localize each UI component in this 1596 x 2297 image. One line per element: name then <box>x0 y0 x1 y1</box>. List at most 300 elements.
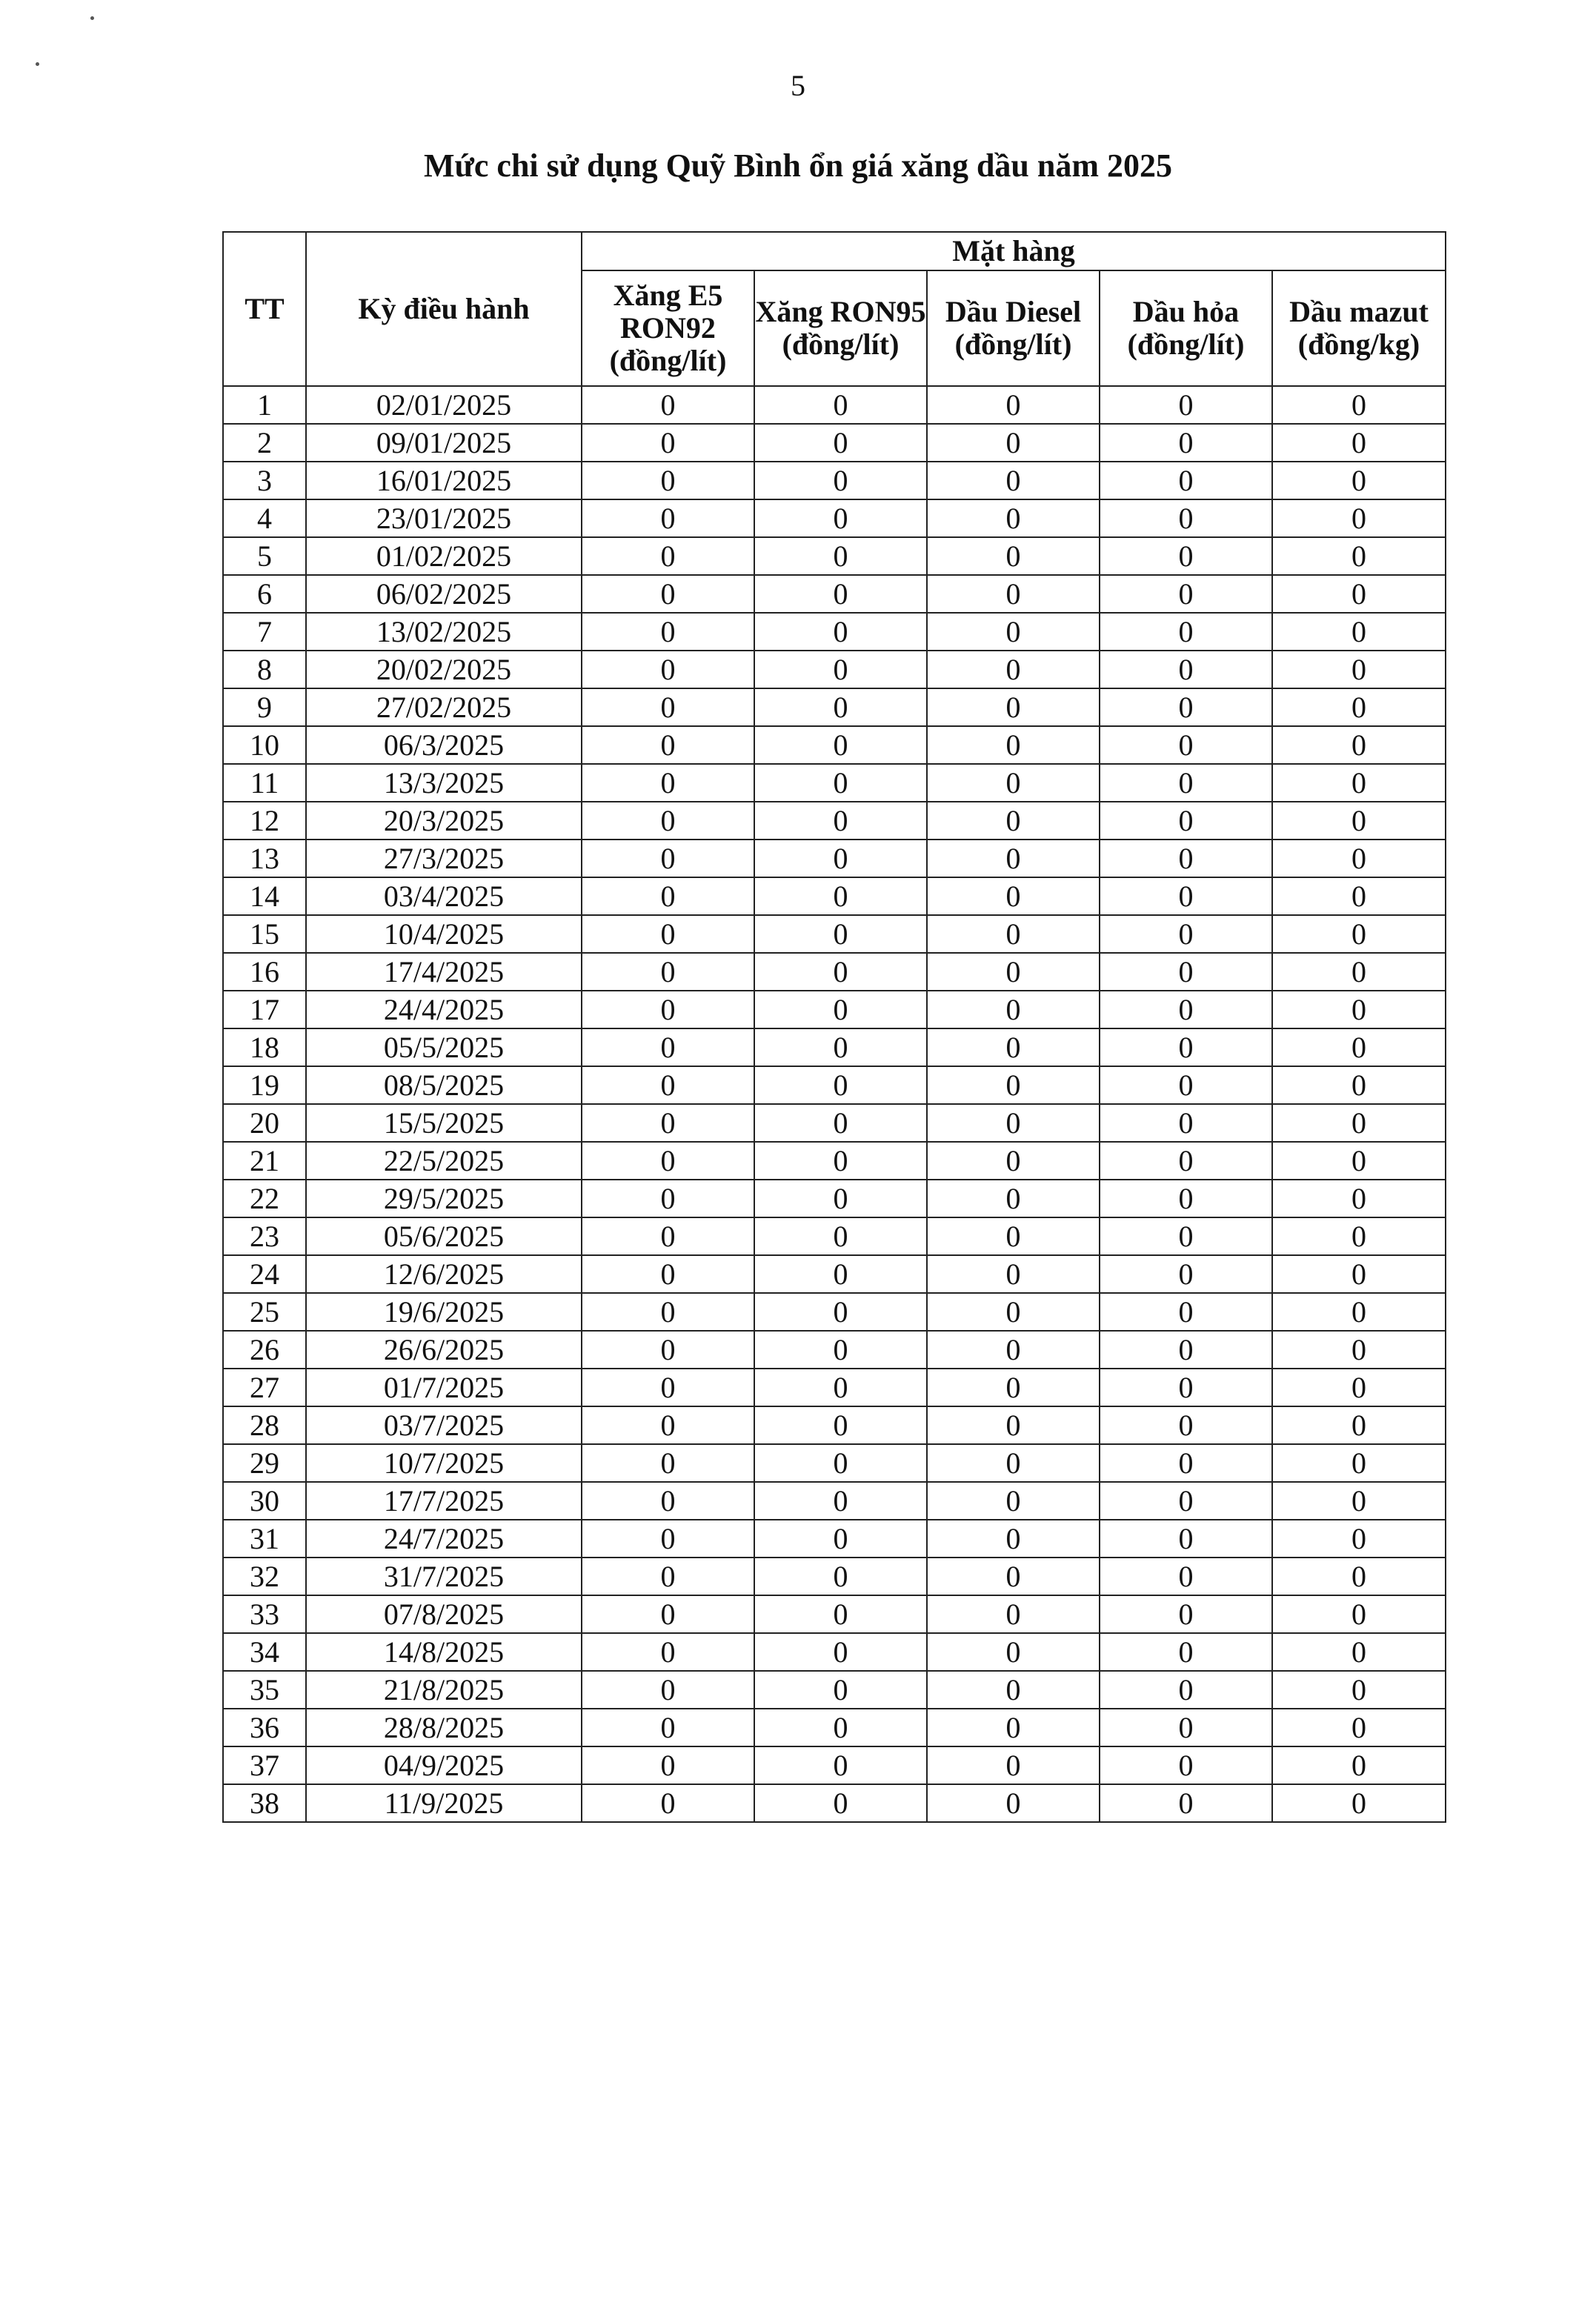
cell-e5-ron92: 0 <box>582 1142 754 1180</box>
cell-e5-ron92: 0 <box>582 1558 754 1595</box>
cell-kerosene: 0 <box>1100 1066 1272 1104</box>
cell-kerosene: 0 <box>1100 1671 1272 1709</box>
cell-diesel: 0 <box>927 1746 1100 1784</box>
table-row <box>223 1104 1446 1142</box>
cell-mazut: 0 <box>1272 424 1446 462</box>
cell-tt: 36 <box>223 1709 306 1746</box>
table-row <box>223 462 1446 499</box>
cell-kerosene: 0 <box>1100 499 1272 537</box>
cell-period: 07/8/2025 <box>306 1595 582 1633</box>
cell-mazut: 0 <box>1272 613 1446 651</box>
cell-ron95: 0 <box>754 802 927 840</box>
table-row <box>223 802 1446 840</box>
table-row <box>223 613 1446 651</box>
cell-mazut: 0 <box>1272 1331 1446 1369</box>
cell-diesel: 0 <box>927 1406 1100 1444</box>
header-product-mazut: Dầu mazut (đồng/kg) <box>1272 270 1446 386</box>
cell-mazut: 0 <box>1272 1142 1446 1180</box>
cell-ron95: 0 <box>754 1406 927 1444</box>
cell-mazut: 0 <box>1272 1558 1446 1595</box>
cell-e5-ron92: 0 <box>582 764 754 802</box>
cell-period: 03/7/2025 <box>306 1406 582 1444</box>
cell-kerosene: 0 <box>1100 688 1272 726</box>
cell-e5-ron92: 0 <box>582 1217 754 1255</box>
cell-ron95: 0 <box>754 1255 927 1293</box>
cell-ron95: 0 <box>754 1444 927 1482</box>
cell-mazut: 0 <box>1272 1746 1446 1784</box>
cell-ron95: 0 <box>754 1104 927 1142</box>
cell-mazut: 0 <box>1272 1104 1446 1142</box>
cell-kerosene: 0 <box>1100 424 1272 462</box>
cell-kerosene: 0 <box>1100 840 1272 877</box>
cell-e5-ron92: 0 <box>582 462 754 499</box>
cell-diesel: 0 <box>927 1482 1100 1520</box>
document-title: Mức chi sử dụng Quỹ Bình ổn giá xăng dầu năm 2025 <box>423 147 1173 184</box>
cell-mazut: 0 <box>1272 1369 1446 1406</box>
cell-mazut: 0 <box>1272 1180 1446 1217</box>
cell-e5-ron92: 0 <box>582 1331 754 1369</box>
table-row <box>223 575 1446 613</box>
cell-tt: 37 <box>223 1746 306 1784</box>
cell-e5-ron92: 0 <box>582 1633 754 1671</box>
cell-period: 01/02/2025 <box>306 537 582 575</box>
cell-period: 02/01/2025 <box>306 386 582 424</box>
cell-mazut: 0 <box>1272 1709 1446 1746</box>
cell-e5-ron92: 0 <box>582 613 754 651</box>
table-row <box>223 1746 1446 1784</box>
cell-diesel: 0 <box>927 1066 1100 1104</box>
table-row <box>223 1444 1446 1482</box>
cell-diesel: 0 <box>927 1784 1100 1822</box>
cell-diesel: 0 <box>927 1255 1100 1293</box>
cell-mazut: 0 <box>1272 1293 1446 1331</box>
cell-tt: 5 <box>223 537 306 575</box>
cell-e5-ron92: 0 <box>582 877 754 915</box>
cell-period: 13/3/2025 <box>306 764 582 802</box>
cell-diesel: 0 <box>927 1444 1100 1482</box>
cell-tt: 11 <box>223 764 306 802</box>
cell-e5-ron92: 0 <box>582 1066 754 1104</box>
cell-e5-ron92: 0 <box>582 1406 754 1444</box>
cell-tt: 2 <box>223 424 306 462</box>
cell-ron95: 0 <box>754 726 927 764</box>
cell-diesel: 0 <box>927 386 1100 424</box>
table-row <box>223 1482 1446 1520</box>
cell-kerosene: 0 <box>1100 1180 1272 1217</box>
cell-ron95: 0 <box>754 1331 927 1369</box>
cell-kerosene: 0 <box>1100 1142 1272 1180</box>
header-product-ron95: Xăng RON95 (đồng/lít) <box>754 270 927 386</box>
cell-mazut: 0 <box>1272 764 1446 802</box>
cell-period: 05/6/2025 <box>306 1217 582 1255</box>
cell-kerosene: 0 <box>1100 991 1272 1028</box>
cell-e5-ron92: 0 <box>582 1671 754 1709</box>
table-row <box>223 726 1446 764</box>
cell-ron95: 0 <box>754 386 927 424</box>
cell-kerosene: 0 <box>1100 613 1272 651</box>
cell-mazut: 0 <box>1272 1633 1446 1671</box>
cell-kerosene: 0 <box>1100 1558 1272 1595</box>
cell-ron95: 0 <box>754 1066 927 1104</box>
cell-tt: 1 <box>223 386 306 424</box>
cell-mazut: 0 <box>1272 1482 1446 1520</box>
cell-tt: 27 <box>223 1369 306 1406</box>
table-row <box>223 1217 1446 1255</box>
cell-ron95: 0 <box>754 1671 927 1709</box>
cell-tt: 21 <box>223 1142 306 1180</box>
cell-e5-ron92: 0 <box>582 1255 754 1293</box>
fund-spending-table <box>222 231 1446 1823</box>
cell-mazut: 0 <box>1272 537 1446 575</box>
cell-tt: 30 <box>223 1482 306 1520</box>
cell-e5-ron92: 0 <box>582 915 754 953</box>
cell-tt: 4 <box>223 499 306 537</box>
table-row <box>223 953 1446 991</box>
cell-diesel: 0 <box>927 1709 1100 1746</box>
cell-diesel: 0 <box>927 651 1100 688</box>
cell-period: 16/01/2025 <box>306 462 582 499</box>
table-row <box>223 1558 1446 1595</box>
cell-tt: 32 <box>223 1558 306 1595</box>
cell-kerosene: 0 <box>1100 1595 1272 1633</box>
cell-e5-ron92: 0 <box>582 424 754 462</box>
table-row <box>223 764 1446 802</box>
cell-e5-ron92: 0 <box>582 1028 754 1066</box>
cell-diesel: 0 <box>927 1331 1100 1369</box>
cell-tt: 31 <box>223 1520 306 1558</box>
cell-diesel: 0 <box>927 1595 1100 1633</box>
cell-ron95: 0 <box>754 1028 927 1066</box>
cell-period: 23/01/2025 <box>306 499 582 537</box>
cell-mazut: 0 <box>1272 1217 1446 1255</box>
cell-diesel: 0 <box>927 915 1100 953</box>
cell-ron95: 0 <box>754 1633 927 1671</box>
cell-tt: 24 <box>223 1255 306 1293</box>
cell-mazut: 0 <box>1272 877 1446 915</box>
table-row <box>223 386 1446 424</box>
cell-tt: 33 <box>223 1595 306 1633</box>
cell-diesel: 0 <box>927 726 1100 764</box>
cell-ron95: 0 <box>754 764 927 802</box>
cell-period: 26/6/2025 <box>306 1331 582 1369</box>
table-row <box>223 1671 1446 1709</box>
cell-e5-ron92: 0 <box>582 1595 754 1633</box>
cell-ron95: 0 <box>754 1369 927 1406</box>
cell-ron95: 0 <box>754 991 927 1028</box>
cell-period: 10/7/2025 <box>306 1444 582 1482</box>
cell-diesel: 0 <box>927 1520 1100 1558</box>
cell-kerosene: 0 <box>1100 1293 1272 1331</box>
cell-period: 24/4/2025 <box>306 991 582 1028</box>
cell-e5-ron92: 0 <box>582 537 754 575</box>
table-row <box>223 1255 1446 1293</box>
cell-period: 27/3/2025 <box>306 840 582 877</box>
cell-ron95: 0 <box>754 840 927 877</box>
cell-mazut: 0 <box>1272 1784 1446 1822</box>
cell-diesel: 0 <box>927 1180 1100 1217</box>
cell-tt: 23 <box>223 1217 306 1255</box>
cell-diesel: 0 <box>927 1028 1100 1066</box>
cell-period: 20/3/2025 <box>306 802 582 840</box>
cell-diesel: 0 <box>927 991 1100 1028</box>
cell-kerosene: 0 <box>1100 1482 1272 1520</box>
cell-ron95: 0 <box>754 1595 927 1633</box>
header-product-kerosene: Dầu hỏa (đồng/lít) <box>1100 270 1272 386</box>
cell-e5-ron92: 0 <box>582 1369 754 1406</box>
cell-kerosene: 0 <box>1100 1444 1272 1482</box>
cell-tt: 25 <box>223 1293 306 1331</box>
cell-kerosene: 0 <box>1100 764 1272 802</box>
cell-kerosene: 0 <box>1100 1028 1272 1066</box>
header-period: Kỳ điều hành <box>306 232 582 386</box>
table-row <box>223 499 1446 537</box>
table-row <box>223 1142 1446 1180</box>
cell-diesel: 0 <box>927 462 1100 499</box>
cell-ron95: 0 <box>754 953 927 991</box>
table-row <box>223 915 1446 953</box>
cell-period: 24/7/2025 <box>306 1520 582 1558</box>
cell-period: 08/5/2025 <box>306 1066 582 1104</box>
cell-e5-ron92: 0 <box>582 1482 754 1520</box>
cell-tt: 12 <box>223 802 306 840</box>
table-row <box>223 1293 1446 1331</box>
cell-period: 15/5/2025 <box>306 1104 582 1142</box>
cell-period: 14/8/2025 <box>306 1633 582 1671</box>
cell-period: 22/5/2025 <box>306 1142 582 1180</box>
table-row <box>223 1406 1446 1444</box>
table-row <box>223 1369 1446 1406</box>
table-row <box>223 537 1446 575</box>
cell-tt: 16 <box>223 953 306 991</box>
table-row <box>223 1633 1446 1671</box>
cell-period: 04/9/2025 <box>306 1746 582 1784</box>
table-row <box>223 840 1446 877</box>
cell-diesel: 0 <box>927 1369 1100 1406</box>
page-number: 5 <box>791 69 805 102</box>
cell-period: 05/5/2025 <box>306 1028 582 1066</box>
cell-tt: 14 <box>223 877 306 915</box>
cell-mazut: 0 <box>1272 1066 1446 1104</box>
cell-tt: 34 <box>223 1633 306 1671</box>
cell-e5-ron92: 0 <box>582 1444 754 1482</box>
cell-diesel: 0 <box>927 1217 1100 1255</box>
cell-e5-ron92: 0 <box>582 1746 754 1784</box>
header-product-diesel: Dầu Diesel (đồng/lít) <box>927 270 1100 386</box>
cell-period: 20/02/2025 <box>306 651 582 688</box>
cell-period: 01/7/2025 <box>306 1369 582 1406</box>
cell-diesel: 0 <box>927 953 1100 991</box>
cell-ron95: 0 <box>754 575 927 613</box>
cell-kerosene: 0 <box>1100 575 1272 613</box>
cell-period: 28/8/2025 <box>306 1709 582 1746</box>
cell-e5-ron92: 0 <box>582 840 754 877</box>
cell-tt: 29 <box>223 1444 306 1482</box>
cell-mazut: 0 <box>1272 1520 1446 1558</box>
cell-tt: 38 <box>223 1784 306 1822</box>
cell-e5-ron92: 0 <box>582 726 754 764</box>
cell-mazut: 0 <box>1272 651 1446 688</box>
cell-kerosene: 0 <box>1100 915 1272 953</box>
cell-diesel: 0 <box>927 499 1100 537</box>
cell-kerosene: 0 <box>1100 1633 1272 1671</box>
cell-e5-ron92: 0 <box>582 1709 754 1746</box>
cell-diesel: 0 <box>927 764 1100 802</box>
cell-e5-ron92: 0 <box>582 953 754 991</box>
cell-e5-ron92: 0 <box>582 1180 754 1217</box>
cell-tt: 19 <box>223 1066 306 1104</box>
cell-mazut: 0 <box>1272 840 1446 877</box>
cell-mazut: 0 <box>1272 1444 1446 1482</box>
cell-kerosene: 0 <box>1100 1709 1272 1746</box>
cell-kerosene: 0 <box>1100 386 1272 424</box>
scan-speck <box>36 62 39 66</box>
cell-ron95: 0 <box>754 1217 927 1255</box>
cell-period: 17/7/2025 <box>306 1482 582 1520</box>
cell-kerosene: 0 <box>1100 1369 1272 1406</box>
cell-ron95: 0 <box>754 915 927 953</box>
header-product-group: Mặt hàng <box>582 232 1446 270</box>
cell-period: 11/9/2025 <box>306 1784 582 1822</box>
cell-ron95: 0 <box>754 1293 927 1331</box>
cell-diesel: 0 <box>927 1142 1100 1180</box>
cell-kerosene: 0 <box>1100 802 1272 840</box>
cell-diesel: 0 <box>927 537 1100 575</box>
cell-period: 13/02/2025 <box>306 613 582 651</box>
cell-diesel: 0 <box>927 1104 1100 1142</box>
cell-period: 03/4/2025 <box>306 877 582 915</box>
cell-e5-ron92: 0 <box>582 1784 754 1822</box>
cell-tt: 9 <box>223 688 306 726</box>
cell-ron95: 0 <box>754 1709 927 1746</box>
cell-tt: 13 <box>223 840 306 877</box>
cell-period: 12/6/2025 <box>306 1255 582 1293</box>
cell-diesel: 0 <box>927 688 1100 726</box>
cell-mazut: 0 <box>1272 1406 1446 1444</box>
cell-ron95: 0 <box>754 499 927 537</box>
cell-mazut: 0 <box>1272 386 1446 424</box>
table-row <box>223 1709 1446 1746</box>
cell-e5-ron92: 0 <box>582 688 754 726</box>
cell-kerosene: 0 <box>1100 1331 1272 1369</box>
cell-kerosene: 0 <box>1100 1520 1272 1558</box>
table-row <box>223 1595 1446 1633</box>
table-row <box>223 1180 1446 1217</box>
cell-ron95: 0 <box>754 1180 927 1217</box>
cell-tt: 18 <box>223 1028 306 1066</box>
cell-mazut: 0 <box>1272 462 1446 499</box>
table-row <box>223 1066 1446 1104</box>
cell-kerosene: 0 <box>1100 877 1272 915</box>
cell-mazut: 0 <box>1272 1255 1446 1293</box>
cell-period: 21/8/2025 <box>306 1671 582 1709</box>
cell-e5-ron92: 0 <box>582 1293 754 1331</box>
cell-diesel: 0 <box>927 1671 1100 1709</box>
cell-kerosene: 0 <box>1100 462 1272 499</box>
cell-kerosene: 0 <box>1100 726 1272 764</box>
cell-mazut: 0 <box>1272 991 1446 1028</box>
cell-mazut: 0 <box>1272 726 1446 764</box>
cell-period: 17/4/2025 <box>306 953 582 991</box>
cell-ron95: 0 <box>754 613 927 651</box>
cell-period: 27/02/2025 <box>306 688 582 726</box>
cell-mazut: 0 <box>1272 953 1446 991</box>
cell-ron95: 0 <box>754 1142 927 1180</box>
table-row <box>223 688 1446 726</box>
cell-tt: 17 <box>223 991 306 1028</box>
header-product-e5-ron92: Xăng E5 RON92 (đồng/lít) <box>582 270 754 386</box>
cell-tt: 22 <box>223 1180 306 1217</box>
cell-diesel: 0 <box>927 802 1100 840</box>
cell-ron95: 0 <box>754 1558 927 1595</box>
cell-tt: 20 <box>223 1104 306 1142</box>
cell-kerosene: 0 <box>1100 1104 1272 1142</box>
cell-kerosene: 0 <box>1100 651 1272 688</box>
cell-tt: 3 <box>223 462 306 499</box>
cell-period: 10/4/2025 <box>306 915 582 953</box>
cell-tt: 7 <box>223 613 306 651</box>
cell-mazut: 0 <box>1272 575 1446 613</box>
cell-e5-ron92: 0 <box>582 802 754 840</box>
cell-e5-ron92: 0 <box>582 1520 754 1558</box>
cell-ron95: 0 <box>754 1520 927 1558</box>
cell-tt: 26 <box>223 1331 306 1369</box>
table-row <box>223 424 1446 462</box>
cell-tt: 28 <box>223 1406 306 1444</box>
cell-kerosene: 0 <box>1100 1784 1272 1822</box>
cell-kerosene: 0 <box>1100 1746 1272 1784</box>
cell-kerosene: 0 <box>1100 1255 1272 1293</box>
cell-period: 19/6/2025 <box>306 1293 582 1331</box>
cell-mazut: 0 <box>1272 688 1446 726</box>
cell-diesel: 0 <box>927 1633 1100 1671</box>
cell-e5-ron92: 0 <box>582 499 754 537</box>
cell-kerosene: 0 <box>1100 1406 1272 1444</box>
cell-e5-ron92: 0 <box>582 386 754 424</box>
cell-diesel: 0 <box>927 575 1100 613</box>
cell-diesel: 0 <box>927 1558 1100 1595</box>
cell-diesel: 0 <box>927 613 1100 651</box>
cell-ron95: 0 <box>754 537 927 575</box>
table-row <box>223 651 1446 688</box>
table-row <box>223 1784 1446 1822</box>
cell-period: 06/3/2025 <box>306 726 582 764</box>
cell-period: 31/7/2025 <box>306 1558 582 1595</box>
table-row <box>223 991 1446 1028</box>
cell-ron95: 0 <box>754 651 927 688</box>
cell-ron95: 0 <box>754 1746 927 1784</box>
cell-e5-ron92: 0 <box>582 651 754 688</box>
cell-mazut: 0 <box>1272 1671 1446 1709</box>
cell-ron95: 0 <box>754 424 927 462</box>
cell-mazut: 0 <box>1272 499 1446 537</box>
header-tt: TT <box>223 232 306 386</box>
cell-kerosene: 0 <box>1100 537 1272 575</box>
table-row <box>223 1331 1446 1369</box>
cell-ron95: 0 <box>754 462 927 499</box>
cell-ron95: 0 <box>754 1482 927 1520</box>
cell-diesel: 0 <box>927 1293 1100 1331</box>
cell-diesel: 0 <box>927 877 1100 915</box>
cell-ron95: 0 <box>754 877 927 915</box>
cell-e5-ron92: 0 <box>582 991 754 1028</box>
scan-speck <box>90 16 94 20</box>
table-row <box>223 877 1446 915</box>
cell-kerosene: 0 <box>1100 1217 1272 1255</box>
cell-tt: 6 <box>223 575 306 613</box>
cell-period: 06/02/2025 <box>306 575 582 613</box>
cell-ron95: 0 <box>754 688 927 726</box>
cell-tt: 35 <box>223 1671 306 1709</box>
